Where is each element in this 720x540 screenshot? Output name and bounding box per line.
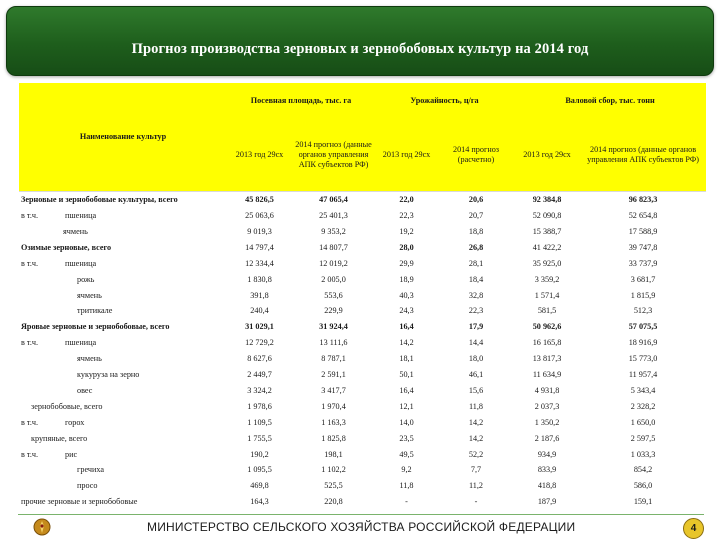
value-cell: 2 005,0 bbox=[321, 274, 346, 284]
value-cell: 525,5 bbox=[324, 481, 343, 491]
value-cell: 1 033,3 bbox=[630, 449, 656, 459]
value-cell: 1 163,3 bbox=[321, 417, 346, 427]
table-row bbox=[19, 414, 706, 430]
crop-name: гречиха bbox=[77, 465, 105, 475]
crop-name-cell bbox=[19, 367, 227, 383]
value-cell: 22,3 bbox=[468, 306, 484, 316]
value-cell: 1 830,8 bbox=[247, 274, 272, 284]
ministry-emblem-icon bbox=[33, 518, 51, 536]
table-row bbox=[19, 208, 706, 224]
value-cell: 15,6 bbox=[468, 385, 484, 395]
table-row bbox=[19, 191, 706, 207]
crop-name-cell bbox=[19, 224, 227, 240]
value-cell: 17,9 bbox=[468, 322, 484, 332]
crop-name: кукуруза на зерно bbox=[77, 370, 140, 380]
value-cell: 1 970,4 bbox=[321, 401, 346, 411]
crop-name: крупяные, всего bbox=[31, 433, 88, 443]
crop-name: Озимые зерновые, всего bbox=[21, 242, 112, 252]
value-cell: 512,3 bbox=[633, 306, 653, 316]
value-cell: 39 747,8 bbox=[628, 242, 658, 252]
value-cell: 25 401,3 bbox=[319, 210, 348, 220]
crop-name: Яровые зерновые и зернобобовые, всего bbox=[21, 322, 170, 332]
value-cell: 469,8 bbox=[250, 481, 269, 491]
crop-name: прочие зерновые и зернобобовые bbox=[21, 497, 138, 507]
value-cell: 20,6 bbox=[438, 191, 514, 207]
table-row bbox=[19, 446, 706, 462]
crop-forecast-table-container bbox=[19, 83, 706, 510]
row-prefix: в т.ч. bbox=[21, 338, 39, 348]
table-row bbox=[19, 494, 706, 510]
value-cell: 92 384,8 bbox=[514, 191, 580, 207]
value-cell: 18,1 bbox=[399, 354, 414, 364]
value-cell: 23,5 bbox=[399, 433, 414, 443]
table-row bbox=[19, 287, 706, 303]
crop-name: зернобобовые, всего bbox=[31, 401, 103, 411]
value-cell: 18 916,9 bbox=[628, 338, 658, 348]
table-row bbox=[19, 478, 706, 494]
value-cell: 2 591,1 bbox=[321, 370, 346, 380]
value-cell: 12 729,2 bbox=[245, 338, 274, 348]
value-cell: 14 807,7 bbox=[319, 242, 348, 252]
value-cell: 12 334,4 bbox=[245, 258, 274, 268]
value-cell: 854,2 bbox=[633, 465, 653, 475]
value-cell: 52 090,8 bbox=[532, 210, 562, 220]
value-cell: 15 773,0 bbox=[628, 354, 658, 364]
crop-name-cell bbox=[19, 414, 227, 430]
value-cell: 96 823,3 bbox=[580, 191, 706, 207]
crop-name-cell bbox=[19, 494, 227, 510]
table-row bbox=[19, 224, 706, 240]
crop-name: рис bbox=[65, 449, 78, 459]
table-row bbox=[19, 303, 706, 319]
value-cell: 16 165,8 bbox=[532, 338, 562, 348]
value-cell: 50,1 bbox=[399, 370, 414, 380]
page-title: Прогноз производства зерновых и зернобобовых культур на 2014 год bbox=[131, 41, 589, 57]
crop-name-cell bbox=[19, 208, 227, 224]
value-cell: 159,1 bbox=[633, 497, 653, 507]
value-cell: - bbox=[405, 497, 408, 507]
row-prefix: в т.ч. bbox=[21, 417, 39, 427]
value-cell: 26,8 bbox=[468, 242, 484, 252]
value-cell: 17 588,9 bbox=[628, 226, 658, 236]
value-cell: 1 102,2 bbox=[321, 465, 346, 475]
value-cell: 25 063,6 bbox=[245, 210, 274, 220]
header-sub-area-2014: 2014 прогноз (данные органов управления АПК субъектов РФ) bbox=[292, 119, 375, 191]
table-row bbox=[19, 399, 706, 415]
value-cell: 35 925,0 bbox=[532, 258, 562, 268]
value-cell: 1 650,0 bbox=[630, 417, 656, 427]
value-cell: 11,2 bbox=[469, 481, 484, 491]
value-cell: 14 797,4 bbox=[245, 242, 274, 252]
value-cell: 1 755,5 bbox=[247, 433, 272, 443]
value-cell: 14,2 bbox=[468, 417, 484, 427]
value-cell: 31 029,1 bbox=[245, 322, 274, 332]
value-cell: 1 825,8 bbox=[321, 433, 346, 443]
crop-name-cell bbox=[19, 319, 227, 335]
crop-name-cell bbox=[19, 399, 227, 415]
crop-name-cell bbox=[19, 335, 227, 351]
value-cell: 8 627,6 bbox=[247, 354, 272, 364]
value-cell: 2 037,3 bbox=[534, 401, 560, 411]
value-cell: 18,8 bbox=[468, 226, 484, 236]
value-cell: 11,8 bbox=[399, 481, 414, 491]
header-gross-harvest: Валовой сбор, тыс. тонн bbox=[514, 83, 706, 119]
value-cell: 16,4 bbox=[399, 385, 414, 395]
value-cell: 187,9 bbox=[537, 497, 557, 507]
crop-name-cell bbox=[19, 287, 227, 303]
header-row-groups bbox=[19, 83, 706, 119]
value-cell: 3 359,2 bbox=[534, 274, 560, 284]
value-cell: 52 654,8 bbox=[628, 210, 658, 220]
crop-name-cell bbox=[19, 271, 227, 287]
value-cell: 14,0 bbox=[399, 417, 414, 427]
value-cell: 13 111,6 bbox=[319, 338, 348, 348]
value-cell: 11 634,9 bbox=[532, 370, 562, 380]
page-number-badge: 4 bbox=[683, 518, 704, 539]
value-cell: 4 931,8 bbox=[534, 385, 560, 395]
value-cell: 586,0 bbox=[633, 481, 653, 491]
crop-name: ячмень bbox=[63, 226, 88, 236]
value-cell: 2 449,7 bbox=[247, 370, 272, 380]
value-cell: 240,4 bbox=[250, 306, 269, 316]
value-cell: 18,9 bbox=[399, 274, 414, 284]
value-cell: 50 962,6 bbox=[532, 322, 562, 332]
value-cell: 9 353,2 bbox=[321, 226, 346, 236]
row-prefix: в т.ч. bbox=[21, 258, 39, 268]
value-cell: 19,2 bbox=[399, 226, 414, 236]
table-row bbox=[19, 255, 706, 271]
crop-name: пшеница bbox=[65, 258, 97, 268]
value-cell: 8 787,1 bbox=[321, 354, 346, 364]
crop-name-cell bbox=[19, 462, 227, 478]
value-cell: 9,2 bbox=[401, 465, 412, 475]
value-cell: 190,2 bbox=[250, 449, 269, 459]
value-cell: 31 924,4 bbox=[319, 322, 348, 332]
value-cell: 22,0 bbox=[375, 191, 438, 207]
footer-ministry-name: МИНИСТЕРСТВО СЕЛЬСКОГО ХОЗЯЙСТВА РОССИЙСКОЙ ФЕДЕРАЦИИ bbox=[147, 520, 576, 534]
value-cell: 1 350,2 bbox=[534, 417, 560, 427]
header-yield: Урожайность, ц/га bbox=[375, 83, 514, 119]
crop-name-cell bbox=[19, 191, 227, 207]
value-cell: 1 571,4 bbox=[534, 290, 560, 300]
header-name: Наименование культур bbox=[19, 83, 227, 191]
value-cell: 934,9 bbox=[537, 449, 557, 459]
value-cell: 9 019,3 bbox=[247, 226, 272, 236]
header-sub-harvest-2014: 2014 прогноз (данные органов управления АПК субъектов РФ) bbox=[580, 119, 706, 191]
table-row bbox=[19, 239, 706, 255]
table-row bbox=[19, 319, 706, 335]
value-cell: 833,9 bbox=[537, 465, 557, 475]
footer-divider bbox=[18, 514, 704, 515]
value-cell: 11,8 bbox=[469, 401, 484, 411]
header-sub-harvest-2013: 2013 год 29сх bbox=[514, 119, 580, 191]
table-row bbox=[19, 430, 706, 446]
value-cell: 24,3 bbox=[399, 306, 414, 316]
value-cell: 49,5 bbox=[399, 449, 414, 459]
table-row bbox=[19, 462, 706, 478]
value-cell: 2 187,6 bbox=[534, 433, 560, 443]
value-cell: 7,7 bbox=[470, 465, 482, 475]
value-cell: 28,0 bbox=[399, 242, 414, 252]
table-row bbox=[19, 271, 706, 287]
value-cell: 18,0 bbox=[468, 354, 484, 364]
value-cell: 1 095,5 bbox=[247, 465, 272, 475]
crop-name: горох bbox=[65, 417, 85, 427]
value-cell: 32,8 bbox=[468, 290, 484, 300]
value-cell: 14,2 bbox=[468, 433, 484, 443]
value-cell: 391,8 bbox=[250, 290, 269, 300]
value-cell: 5 343,4 bbox=[630, 385, 656, 395]
value-cell: 22,3 bbox=[399, 210, 414, 220]
crop-name-cell bbox=[19, 446, 227, 462]
crop-name: ячмень bbox=[77, 290, 102, 300]
crop-name: тритикале bbox=[77, 306, 113, 316]
value-cell: 2 328,2 bbox=[630, 401, 656, 411]
table-row bbox=[19, 367, 706, 383]
table-row bbox=[19, 335, 706, 351]
row-prefix: в т.ч. bbox=[21, 210, 39, 220]
value-cell: 2 597,5 bbox=[630, 433, 656, 443]
row-prefix: в т.ч. bbox=[21, 449, 39, 459]
crop-name: просо bbox=[77, 481, 98, 491]
header-sub-yield-2014: 2014 прогноз (расчетно) bbox=[438, 119, 514, 191]
crop-name: пшеница bbox=[65, 338, 97, 348]
value-cell: 198,1 bbox=[324, 449, 343, 459]
crop-name-cell bbox=[19, 478, 227, 494]
value-cell: 13 817,3 bbox=[532, 354, 562, 364]
value-cell: 16,4 bbox=[399, 322, 414, 332]
value-cell: 12,1 bbox=[399, 401, 414, 411]
crop-name-cell bbox=[19, 239, 227, 255]
value-cell: 28,1 bbox=[468, 258, 484, 268]
crop-name: Зерновые и зернобобовые культуры, всего bbox=[21, 195, 178, 205]
crop-name: пшеница bbox=[65, 210, 97, 220]
value-cell: 229,9 bbox=[324, 306, 343, 316]
value-cell: 33 737,9 bbox=[628, 258, 658, 268]
crop-name: ячмень bbox=[77, 354, 102, 364]
value-cell: - bbox=[474, 497, 478, 507]
title-banner bbox=[6, 6, 714, 76]
crop-name-cell bbox=[19, 303, 227, 319]
value-cell: 45 826,5 bbox=[227, 191, 292, 207]
value-cell: 46,1 bbox=[468, 370, 484, 380]
value-cell: 3 417,7 bbox=[321, 385, 346, 395]
value-cell: 1 815,9 bbox=[630, 290, 656, 300]
crop-name-cell bbox=[19, 430, 227, 446]
header-sown-area: Посевная площадь, тыс. га bbox=[227, 83, 375, 119]
value-cell: 14,4 bbox=[468, 338, 484, 348]
value-cell: 57 075,5 bbox=[628, 322, 658, 332]
value-cell: 29,9 bbox=[399, 258, 414, 268]
value-cell: 18,4 bbox=[468, 274, 484, 284]
value-cell: 40,3 bbox=[399, 290, 414, 300]
value-cell: 553,6 bbox=[324, 290, 343, 300]
table-row bbox=[19, 383, 706, 399]
value-cell: 581,5 bbox=[537, 306, 557, 316]
value-cell: 12 019,2 bbox=[319, 258, 348, 268]
crop-name-cell bbox=[19, 383, 227, 399]
crop-name-cell bbox=[19, 351, 227, 367]
value-cell: 3 681,7 bbox=[630, 274, 656, 284]
header-sub-yield-2013: 2013 год 29сх bbox=[375, 119, 438, 191]
crop-name: овес bbox=[77, 385, 93, 395]
value-cell: 52,2 bbox=[468, 449, 484, 459]
crop-name: рожь bbox=[77, 274, 95, 284]
value-cell: 11 957,4 bbox=[628, 370, 658, 380]
value-cell: 164,3 bbox=[250, 497, 269, 507]
crop-forecast-table bbox=[19, 83, 706, 510]
table-row bbox=[19, 351, 706, 367]
value-cell: 14,2 bbox=[399, 338, 414, 348]
header-sub-area-2013: 2013 год 29сх bbox=[227, 119, 292, 191]
value-cell: 220,8 bbox=[324, 497, 343, 507]
crop-name-cell bbox=[19, 255, 227, 271]
value-cell: 3 324,2 bbox=[247, 385, 272, 395]
value-cell: 15 388,7 bbox=[532, 226, 562, 236]
value-cell: 20,7 bbox=[468, 210, 484, 220]
value-cell: 418,8 bbox=[537, 481, 557, 491]
value-cell: 47 065,4 bbox=[292, 191, 375, 207]
value-cell: 1 109,5 bbox=[247, 417, 272, 427]
value-cell: 1 978,6 bbox=[247, 401, 272, 411]
value-cell: 41 422,2 bbox=[532, 242, 562, 252]
